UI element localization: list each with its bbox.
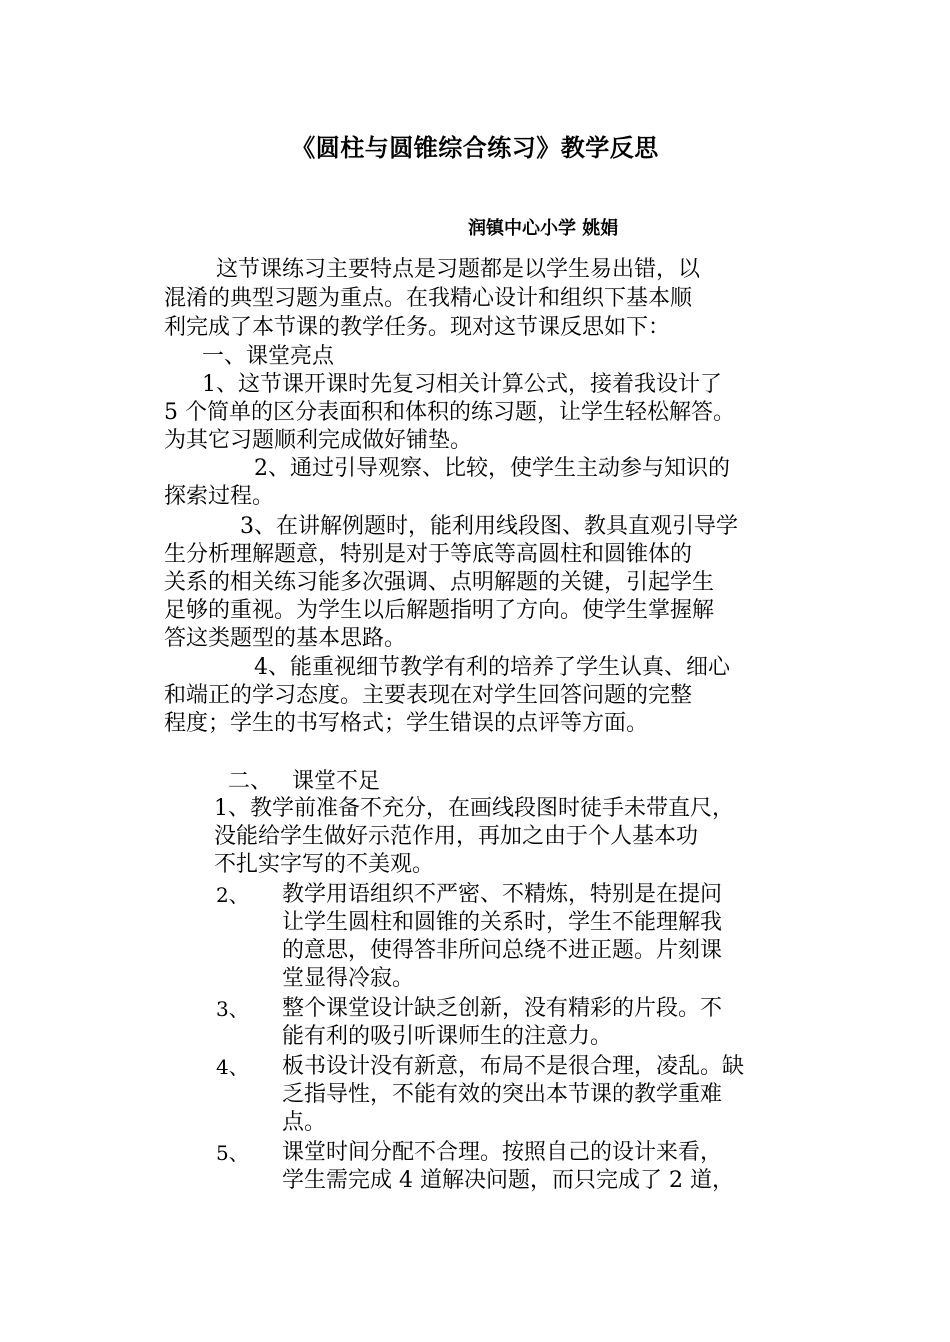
s2-item4-line-2: 乏指导性，不能有效的突出本节课的教学重难 — [282, 1082, 723, 1107]
s2-item5-line-1: 课堂时间分配不合理。按照自己的设计来看， — [282, 1140, 723, 1165]
s2-item1-line-2: 没能给学生做好示范作用，再加之由于个人基本功 — [214, 824, 699, 849]
s2-item1-line-3: 不扎实字写的不美观。 — [214, 852, 435, 877]
s2-item3-line-2: 能有利的吸引听课师生的注意力。 — [282, 1024, 613, 1049]
s1-p2-line-2: 探索过程。 — [164, 484, 275, 509]
s1-p4-line-2: 和端正的学习态度。主要表现在对学生回答问题的完整 — [164, 683, 693, 708]
s2-item5-number: 5、 — [216, 1141, 249, 1165]
s2-item4-line-1: 板书设计没有新意，布局不是很合理，凌乱。缺 — [282, 1054, 745, 1079]
section1-heading: 一、课堂亮点 — [202, 344, 335, 369]
s1-p1-line-2: 5 个简单的区分表面积和体积的练习题，让学生轻松解答。 — [164, 400, 735, 425]
s2-item5-line-2: 学生需完成 4 道解决问题，而只完成了 2 道， — [282, 1168, 734, 1193]
section2-heading: 课堂不足 — [292, 769, 381, 794]
s1-p2-line-1: 2、通过引导观察、比较，使学生主动参与知识的 — [254, 456, 730, 481]
s1-p3-line-5: 答这类题型的基本思路。 — [164, 626, 407, 651]
s2-item2-line-4: 堂显得冷寂。 — [282, 966, 415, 991]
s1-p1-line-3: 为其它习题顺利完成做好铺垫。 — [164, 428, 473, 453]
s2-item4-line-3: 点。 — [282, 1110, 327, 1135]
s2-item3-line-1: 整个课堂设计缺乏创新，没有精彩的片段。不 — [282, 996, 723, 1021]
s2-item4-number: 4、 — [216, 1055, 249, 1079]
s1-p3-line-3: 关系的相关练习能多次强调、点明解题的关键，引起学生 — [164, 570, 715, 595]
s2-item2-line-2: 让学生圆柱和圆锥的关系时，学生不能理解我 — [282, 910, 723, 935]
s1-p3-line-1: 3、在讲解例题时，能利用线段图、教具直观引导学 — [240, 514, 738, 539]
s1-p3-line-2: 生分析理解题意，特别是对于等底等高圆柱和圆锥体的 — [164, 542, 693, 567]
s2-item2-line-1: 教学用语组织不严密、不精炼，特别是在提问 — [282, 882, 723, 907]
s1-p4-line-3: 程度；学生的书写格式；学生错误的点评等方面。 — [164, 711, 649, 736]
intro-line-1: 这节课练习主要特点是习题都是以学生易出错，以 — [216, 257, 701, 282]
intro-line-3: 利完成了本节课的教学任务。现对这节课反思如下： — [164, 315, 671, 340]
s2-item1-line-1: 1、教学前准备不充分，在画线段图时徒手未带直尺， — [214, 796, 734, 821]
s1-p1-line-1: 1、这节课开课时先复习相关计算公式，接着我设计了 — [202, 372, 722, 397]
s1-p4-line-1: 4、能重视细节教学有利的培养了学生认真、细心 — [254, 655, 730, 680]
document-title: 《圆柱与圆锥综合练习》教学反思 — [291, 134, 659, 162]
s2-item3-number: 3、 — [216, 997, 249, 1021]
author-line: 润镇中心小学 姚娟 — [468, 218, 619, 239]
s2-item2-number: 2、 — [216, 883, 249, 907]
s2-item2-line-3: 的意思，使得答非所问总绕不进正题。片刻课 — [282, 938, 723, 963]
s1-p3-line-4: 足够的重视。为学生以后解题指明了方向。使学生掌握解 — [164, 598, 715, 623]
intro-line-2: 混淆的典型习题为重点。在我精心设计和组织下基本顺 — [164, 286, 693, 311]
section2-heading-num: 二、 — [228, 769, 273, 794]
